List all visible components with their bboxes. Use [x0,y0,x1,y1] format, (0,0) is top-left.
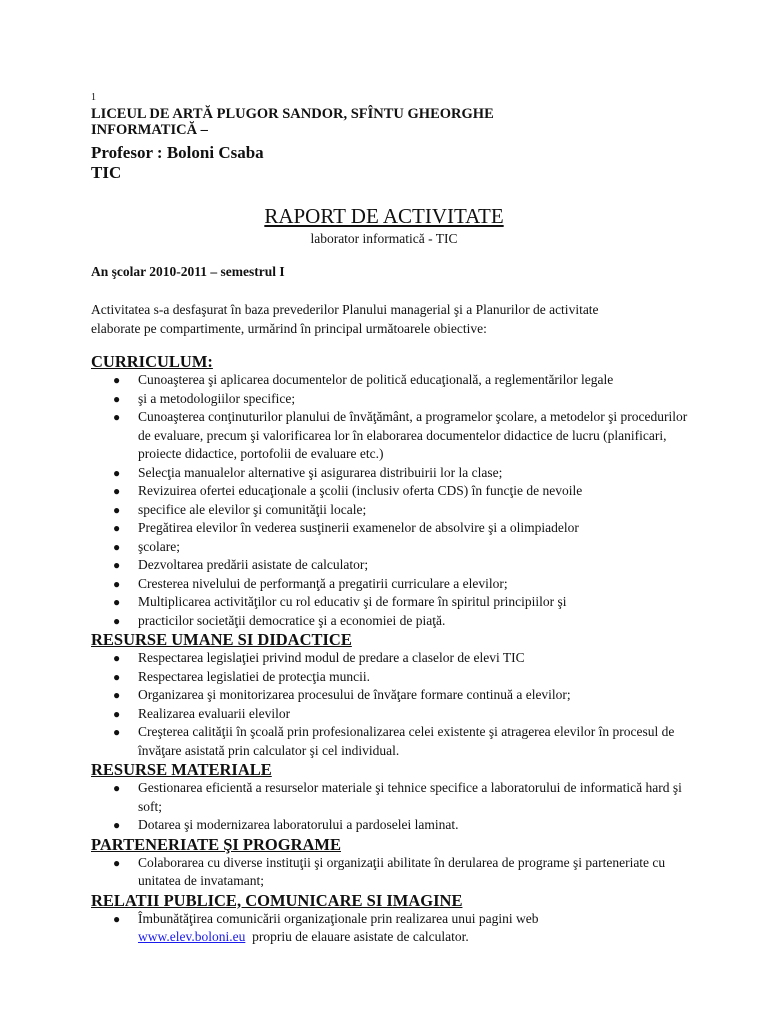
list-item [113,854,691,891]
department-name: INFORMATICĂ – [91,122,208,138]
list-item [113,390,691,409]
resurse-materiale-list [91,779,691,835]
list-item [113,649,691,668]
list-item-text: Revizuirea ofertei educaţionale a şcolii (inclusiv oferta CDS) în funcţie de nevoile [138,483,583,498]
list-item [113,556,691,575]
report-sections [91,352,691,947]
list-item [113,816,691,835]
bullet-icon: ● [113,521,121,535]
website-link[interactable]: www.elev.boloni.eu [138,929,246,944]
parteneriate-list [91,854,691,891]
bullet-icon: ● [113,595,121,609]
bullet-icon: ● [113,558,121,572]
list-item-text: specifice ale elevilor şi comunităţii locale; [138,501,367,517]
list-item [113,464,691,483]
subject-name: TIC [91,163,122,182]
list-item-text: Cunoaşterea şi aplicarea documentelor de politică educaţională, a reglementărilor legale [138,372,614,387]
link-suffix-text: propriu de elauare asistate de calculator. [245,929,469,944]
list-item-text: Creşterea calităţii în şcoală prin profesionalizarea celei existente şi atragerea elevilor în procesul de învăţare asistată prin calculator şi cel individual. [138,724,675,758]
list-item [113,593,691,612]
section-heading-resurse-umane: RESURSE UMANE SI DIDACTICE [91,630,352,649]
list-item [113,910,691,947]
list-item [113,612,691,631]
list-item-text: Selecţia manualelor alternative şi asigurarea distribuirii lor la clase; [138,464,503,480]
list-item-text: Îmbunătăţirea comunicării organizaţionale prin realizarea unui pagini web [138,910,539,926]
list-item-text: Gestionarea eficientă a resurselor materiale şi tehnice specifice a laboratorului de informatică hard şi soft; [138,780,682,814]
list-item-text: Colaborarea cu diverse instituţii şi organizaţii abilitate în derularea de programe şi parteneriate cu unitatea de invatamant; [138,854,666,888]
list-item [113,575,691,594]
bullet-icon: ● [113,651,121,665]
bullet-icon: ● [113,410,121,424]
school-name: LICEUL DE ARTĂ PLUGOR SANDOR, SFÎNTU GHEORGHE [91,106,494,122]
intro-paragraph: Activitatea s-a desfaşurat în baza prevederilor Planului managerial şi a Planurilor de activitate elaborate pe compartimente, urmărind în principal următoarele obiective: [91,302,599,336]
bullet-icon: ● [113,613,121,628]
bullet-icon: ● [113,391,121,406]
list-item [113,705,691,724]
school-year: An şcolar 2010-2011 – semestrul I [91,264,285,279]
list-item [113,408,691,464]
list-item-text: şi a metodologiilor specifice; [138,390,296,406]
list-item [113,668,691,687]
bullet-icon: ● [113,855,121,870]
list-item-text: Multiplicarea activităţilor cu rol educativ şi de formare în spiritul principiilor şi [138,594,567,609]
list-item-text: Organizarea şi monitorizarea procesului de învăţare formare continuă a elevilor; [138,687,571,702]
list-item [113,482,691,501]
bullet-icon: ● [113,669,121,684]
section-heading-parteneriate: PARTENERIATE ŞI PROGRAME [91,834,341,854]
list-item-text: Cresterea nivelului de performanţă a pregatirii curriculare a elevilor; [138,575,508,591]
bullet-icon: ● [113,484,121,498]
section-heading-curriculum: CURRICULUM: [91,352,213,371]
bullet-icon: ● [113,725,121,739]
list-item [113,538,691,557]
list-item-text: Pregătirea elevilor în vederea susţinerii examenelor de absolvire şi a olimpiadelor [138,520,579,535]
section-heading-relatii-publice: RELATII PUBLICE, COMUNICARE SI IMAGINE [91,890,463,910]
list-item-text: practicilor societăţii democratice şi a economiei de piaţă. [138,612,446,628]
list-item [113,519,691,538]
curriculum-list [91,371,691,630]
list-item-text: Dotarea şi modernizarea laboratorului a pardoselei laminat. [138,817,459,832]
bullet-icon: ● [113,818,121,832]
list-item-text: şcolare; [138,538,180,554]
list-item-text: Dezvoltarea predării asistate de calculator; [138,557,369,572]
list-item [113,723,691,760]
resurse-umane-list [91,649,691,760]
relatii-publice-list [91,910,691,947]
list-item-text: Respectarea legislatiei de protecţia muncii. [138,668,371,684]
bullet-icon: ● [113,502,121,517]
bullet-icon: ● [113,373,121,387]
bullet-icon: ● [113,911,121,926]
page-number: 1 [91,92,96,103]
page-subtitle: laborator informatică - TIC [310,231,458,246]
bullet-icon: ● [113,781,121,795]
bullet-icon: ● [113,539,121,554]
teacher-name: Profesor : Boloni Csaba [91,143,264,162]
page-title: RAPORT DE ACTIVITATE [264,204,504,228]
section-heading-resurse-materiale: RESURSE MATERIALE [91,760,272,779]
list-item-text: Respectarea legislaţiei privind modul de predare a claselor de elevi TIC [138,650,525,665]
list-item-text: Cunoaşterea conţinuturilor planului de învăţământ, a programelor şcolare, a metodelor şi procedurilor de evaluare, precum şi valorificarea lor în elaborarea documentelor didactice de lucru (planificari, proiecte didactice, portofolii de evaluare etc.) [138,409,688,461]
list-item [113,371,691,390]
bullet-icon: ● [113,576,121,591]
list-item-text: Realizarea evaluarii elevilor [138,705,291,721]
list-item [113,686,691,705]
bullet-icon: ● [113,688,121,702]
bullet-icon: ● [113,706,121,721]
list-item [113,779,691,816]
bullet-icon: ● [113,465,121,480]
list-item [113,501,691,520]
